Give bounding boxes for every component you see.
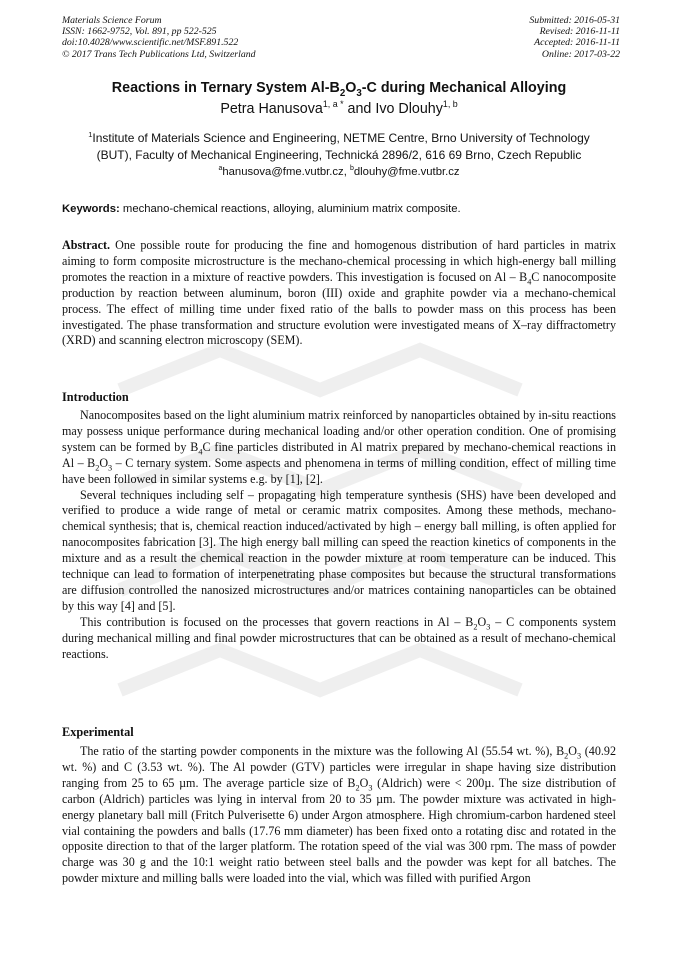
paragraph-text: O: [568, 744, 577, 758]
author-emails: [40, 166, 638, 178]
author-name: Ivo Dlouhy: [375, 101, 443, 117]
paper-title: [40, 80, 638, 99]
section-heading-experimental: Experimental: [62, 725, 134, 739]
experimental-body: [62, 744, 616, 887]
paragraph-text: O: [99, 455, 109, 470]
email-separator: ,: [343, 166, 350, 178]
keywords-label: Keywords:: [62, 203, 120, 215]
section-heading-introduction: Introduction: [62, 390, 129, 404]
subscript: 2: [564, 751, 569, 761]
paragraph-text: (40.92 wt. %) and C (3.53 wt. %). The Al powder (GTV) particles were irregular in shape having size distribution ranging from 25 to 65 µm. The average particle size of B: [62, 744, 616, 790]
abstract-text: One possible route for producing the fine and homogenous distribution of hard particles in matrix aiming to form composite microstructure is the mechano-chemical processing in which high-energy ball milling promotes the reaction in a mixture of reactive powders. This investigation is focused on Al – B: [62, 238, 616, 284]
email-link[interactable]: hanusova@fme.vutbr.cz: [222, 166, 344, 178]
email-mark: a: [218, 165, 223, 173]
subscript: 3: [108, 463, 113, 473]
subscript: 3: [368, 783, 373, 793]
abstract-subscript: 4: [527, 277, 532, 287]
affiliation: [60, 130, 618, 164]
affiliation-line: Institute of Materials Science and Engineering, NETME Centre, Brno University of Technology: [92, 131, 590, 145]
abstract: [62, 238, 616, 349]
email-link[interactable]: dlouhy@fme.vutbr.cz: [353, 166, 460, 178]
title-subscript: 2: [339, 87, 346, 99]
author-name: Petra Hanusova: [220, 101, 323, 117]
title-text: Reactions in Ternary System Al-B: [111, 80, 340, 96]
keywords-text: mechano-chemical reactions, alloying, aluminium matrix composite.: [119, 203, 461, 215]
submission-dates: [529, 15, 620, 60]
paragraph-text: – C ternary system. Some aspects and phenomena in terms of milling condition, effect of milling time have been followed in similar systems e.g. by [1], [2].: [62, 455, 616, 486]
title-text: O: [345, 80, 357, 96]
date-accepted: Accepted: 2016-11-11: [534, 37, 620, 49]
paragraph: [62, 615, 616, 663]
subscript: 2: [473, 622, 478, 632]
paragraph-text: The ratio of the starting powder components in the mixture was the following Al (55.54 wt. %), B: [80, 744, 565, 758]
subscript: 3: [577, 751, 582, 761]
journal-doi: doi:10.4028/www.scientific.net/MSF.891.522: [62, 37, 239, 49]
journal-info: [62, 15, 256, 60]
subscript: 4: [198, 447, 203, 457]
date-submitted: Submitted: 2016-05-31: [529, 15, 620, 26]
email-mark: b: [349, 165, 354, 173]
paragraph-text: O: [477, 614, 487, 629]
title-text: -C during Mechanical Alloying: [361, 80, 567, 96]
paragraph: [62, 408, 616, 488]
title-subscript: 3: [356, 87, 362, 99]
paragraph-text: O: [359, 775, 369, 790]
author-affiliation-mark: 1, b: [442, 99, 458, 110]
paragraph-text: Nanocomposites based on the light aluminium matrix reinforced by nanoparticles obtained by in-situ reactions may possess unique performance during mechanical loading and/or other operation condition. One of promising system can be formed by B: [62, 408, 616, 454]
subscript: 2: [95, 463, 100, 473]
paragraph-text: C fine particles distributed in Al matrix prepared by mechano-chemical reactions in Al – B: [62, 439, 616, 470]
introduction-body: [62, 408, 616, 663]
journal-copyright: © 2017 Trans Tech Publications Ltd, Switzerland: [62, 48, 256, 60]
affiliation-mark: 1: [88, 130, 93, 139]
paragraph: Several techniques including self – propagating high temperature synthesis (SHS) have been developed and verified to produce a wide range of metal or ceramic matrix composites. Among these methods, mechano-chemical synthesis; that is, chemical reaction induced/activated by high – energy ball milling, is often applied for nanocomposites fabrication [3]. The high energy ball milling can speed the reaction kinetics of components in the mixture and as a result the chemical reaction in the powder mixture at room temperature can be induced. This technique can lead to formation of interpenetrating phase composites but because the structural transformations are diffusion controlled the nanosized microstructures and/or matrices containing nanoparticles can be obtained by this way [4] and [5].: [62, 487, 616, 613]
author-conjunction: and: [343, 101, 376, 117]
subscript: 3: [486, 622, 491, 632]
paragraph-text: This contribution is focused on the processes that govern reactions in Al – B: [80, 614, 474, 629]
date-revised: Revised: 2016-11-11: [539, 26, 620, 38]
subscript: 2: [355, 783, 360, 793]
paragraph: [62, 744, 616, 887]
date-online: Online: 2017-03-22: [541, 48, 620, 60]
journal-name: Materials Science Forum: [62, 15, 162, 26]
abstract-text: C nanocomposite production by reaction between aluminum, boron (III) oxide and graphite powder via a mechano-chemical process. The effect of milling time under fixed ratio of the balls to powder mass on this process has been investigated. The phase transformation and structure evolution were investigated means of X–ray diffractometry (XRD) and scanning electron microscopy (SEM).: [62, 269, 616, 348]
author-list: [40, 101, 638, 117]
abstract-label: Abstract.: [62, 238, 111, 252]
keywords: [62, 203, 620, 215]
paragraph-text: – C components system during mechanical milling and final powder microstructures that can be obtained as a result of mechano-chemical reactions.: [62, 614, 617, 661]
affiliation-line: (BUT), Faculty of Mechanical Engineering, Technická 2896/2, 616 69 Brno, Czech Republic: [96, 148, 582, 162]
paragraph-text: (Aldrich) were < 200µ. The size distribution of carbon (Aldrich) particles was lying in interval from 20 to 35 µm. The powder mixture was activated in high-energy planetary ball mill (Fritch Pulverisette 6) under Argon atmosphere. High chromium-carbon hardened steel vial containing the powders and balls (17.76 mm diameter) has been fixed onto a rotating disc and rotated in the opposite direction to that of the larger platform. The rotation speed of the vial was 300 rpm. The mass of powder charge was 30 g and the 10:1 weight ratio between steel balls and the powder was kept for all batches. The powder mixture and milling balls were loaded into the vial, which was filled with purified Argon: [62, 775, 617, 886]
journal-issn: ISSN: 1662-9752, Vol. 891, pp 522-525: [62, 26, 217, 38]
author-affiliation-mark: 1, a *: [322, 99, 344, 110]
